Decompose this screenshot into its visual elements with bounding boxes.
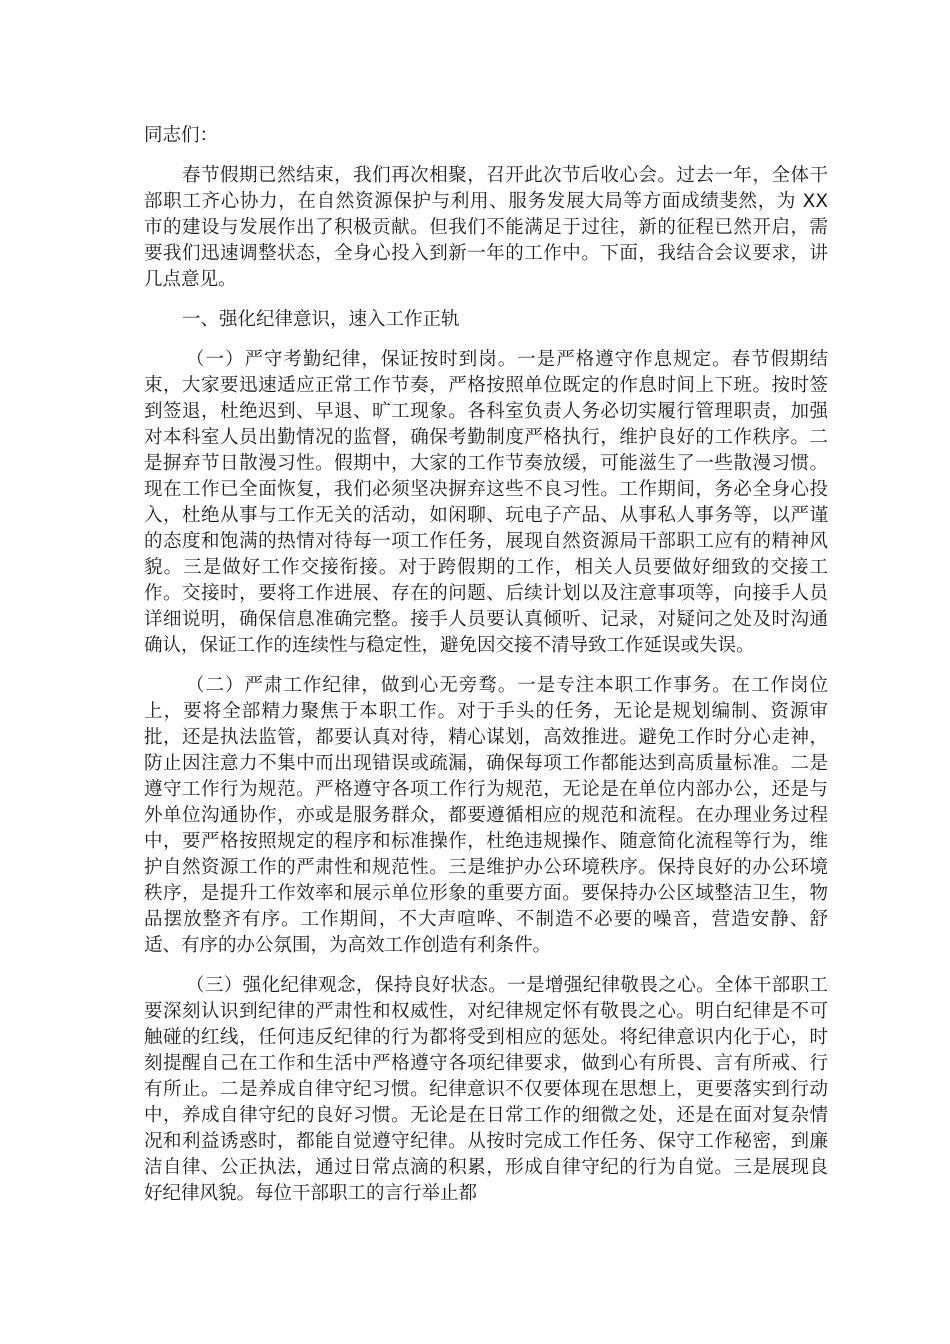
subsection-paragraph-3: （三）强化纪律观念，保持良好状态。一是增强纪律敬畏之心。全体干部职工要深刻认识到纪律的严肃性和权威性，对纪律规定怀有敬畏之心。明白纪律是不可触碰的红线，任何违反纪律的行为都将受到相应的惩处。将纪律意识内化于心，时刻提醒自己在工作和生活中严格遵守各项纪律要求，做到心有所畏、言有所戒、行有所止。二是养成自律守纪习惯。纪律意识不仅要体现在思想上，更要落实到行动中，养成自律守纪的良好习惯。无论是在日常工作的细微之处，还是在面对复杂情况和利益诱惑时，都能自觉遵守纪律。从按时完成工作任务、保守工作秘密，到廉洁自律、公正执法，通过日常点滴的积累，形成自律守纪的行为自觉。三是展现良好纪律风貌。每位干部职工的言行举止都 xyxy=(144,975,828,1204)
document-body xyxy=(144,123,828,1221)
greeting: 同志们： xyxy=(144,125,219,146)
subsection-paragraph-2: （二）严肃工作纪律，做到心无旁骛。一是专注本职工作事务。在工作岗位上，要将全部精力聚焦于本职工作。对于手头的任务，无论是规划编制、资源审批，还是执法监管，都要认真对待，精心谋划，高效推进。避免工作时分心走神，防止因注意力不集中而出现错误或疏漏，确保每项工作都能达到高质量标准。二是遵守工作行为规范。严格遵守各项工作行为规范，无论是在单位内部办公，还是与外单位沟通协作，亦或是服务群众，都要遵循相应的规范和流程。在办理业务过程中，要严格按照规定的程序和标准操作，杜绝违规操作、随意简化流程等行为，维护自然资源工作的严肃性和规范性。三是维护办公环境秩序。保持良好的办公环境秩序，是提升工作效率和展示单位形象的重要方面。要保持办公区域整洁卫生，物品摆放整齐有序。工作期间，不大声喧哗、不制造不必要的噪音，营造安静、舒适、有序的办公氛围，为高效工作创造有利条件。 xyxy=(144,675,828,956)
intro-paragraph: 春节假期已然结束，我们再次相聚，召开此次节后收心会。过去一年，全体干部职工齐心协力，在自然资源保护与利用、服务发展大局等方面成绩斐然，为 XX 市的建设与发展作出了积极贡献。但我们不能满足于过往，新的征程已然开启，需要我们迅速调整状态，全身心投入到新一年的工作中。下面，我结合会议要求，讲几点意见。 xyxy=(144,165,828,290)
section-heading: 一、强化纪律意识，速入工作正轨 xyxy=(182,309,460,330)
subsection-paragraph-1: （一）严守考勤纪律，保证按时到岗。一是严格遵守作息规定。春节假期结束，大家要迅速适应正常工作节奏，严格按照单位既定的作息时间上下班。按时签到签退，杜绝迟到、早退、旷工现象。各科室负责人务必切实履行管理职责，加强对本科室人员出勤情况的监督，确保考勤制度严格执行，维护良好的工作秩序。二是摒弃节日散漫习性。假期中，大家的工作节奏放缓，可能滋生了一些散漫习惯。现在工作已全面恢复，我们必须坚决摒弃这些不良习性。工作期间，务必全身心投入，杜绝从事与工作无关的活动，如闲聊、玩电子产品、从事私人事务等，以严谨的态度和饱满的热情对待每一项工作任务，展现自然资源局干部职工应有的精神风貌。三是做好工作交接衔接。对于跨假期的工作，相关人员要做好细致的交接工作。交接时，要将工作进展、存在的问题、后续计划以及注意事项等，向接手人员详细说明，确保信息准确完整。接手人员要认真倾听、记录，对疑问之处及时沟通确认，保证工作的连续性与稳定性，避免因交接不清导致工作延误或失误。 xyxy=(144,349,828,656)
